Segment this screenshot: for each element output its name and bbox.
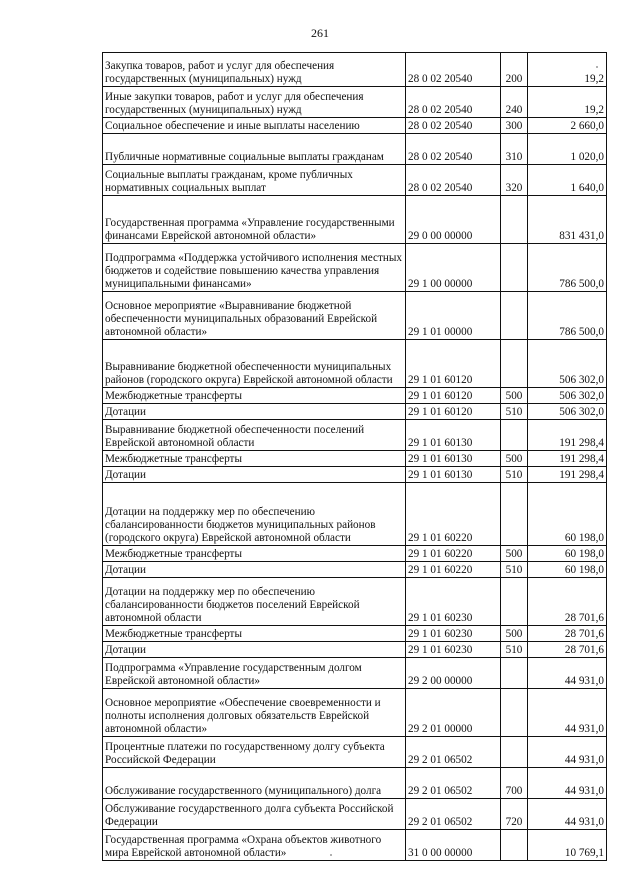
row-code-cell: 29 1 00 00000 [406,244,501,292]
row-name-cell: Межбюджетные трансферты [103,451,406,467]
row-code-cell: 29 2 00 00000 [406,658,501,689]
table-row [103,658,607,689]
row-expense-type-cell: 310 [501,134,528,165]
row-name-cell: Государственная программа «Охрана объектов животного мира Еврейской автономной области» [103,830,406,861]
table-row [103,388,607,404]
row-code-cell: 29 1 01 60220 [406,483,501,546]
row-code-cell: 29 2 01 06502 [406,737,501,768]
table-row [103,451,607,467]
row-name-cell: Основное мероприятие «Обеспечение своевременности и полноты исполнения долговых обязательств Еврейской автономной области» [103,689,406,737]
row-amount-cell: 60 198,0 [528,562,607,578]
row-name-cell: Дотации [103,467,406,483]
row-expense-type-cell: 320 [501,165,528,196]
row-code-cell: 29 1 01 60130 [406,467,501,483]
table-row [103,87,607,118]
row-expense-type-cell: 510 [501,562,528,578]
row-code-cell: 29 0 00 00000 [406,196,501,244]
row-name-cell: Дотации [103,404,406,420]
row-expense-type-cell [501,292,528,340]
row-amount-cell: 2 660,0 [528,118,607,134]
row-amount-cell: 44 931,0 [528,799,607,830]
row-name-cell: Дотации на поддержку мер по обеспечению сбалансированности бюджетов поселений Еврейской автономной области [103,578,406,626]
row-amount-cell: 506 302,0 [528,404,607,420]
row-name-cell: Закупка товаров, работ и услуг для обеспечения государственных (муниципальных) нужд [103,53,406,87]
table-row [103,578,607,626]
table-row [103,799,607,830]
row-code-cell: 29 1 01 60220 [406,562,501,578]
row-code-cell: 29 1 01 60120 [406,388,501,404]
row-code-cell: 29 1 01 60120 [406,404,501,420]
row-expense-type-cell: 240 [501,87,528,118]
row-name-cell: Межбюджетные трансферты [103,388,406,404]
table-row [103,626,607,642]
row-name-cell: Межбюджетные трансферты [103,626,406,642]
table-row [103,244,607,292]
table-row [103,420,607,451]
row-expense-type-cell [501,244,528,292]
table-row [103,292,607,340]
row-name-cell: Выравнивание бюджетной обеспеченности муниципальных районов (городского округа) Еврейской автономной области [103,340,406,388]
row-amount-cell: 19,2 [528,53,607,87]
row-expense-type-cell [501,689,528,737]
row-name-cell: Государственная программа «Управление государственными финансами Еврейской автономной области» [103,196,406,244]
row-name-cell: Дотации [103,562,406,578]
row-expense-type-cell [501,578,528,626]
row-name-cell: Иные закупки товаров, работ и услуг для обеспечения государственных (муниципальных) нужд [103,87,406,118]
scan-speck [330,854,332,856]
row-amount-cell: 28 701,6 [528,626,607,642]
row-expense-type-cell [501,737,528,768]
row-amount-cell: 60 198,0 [528,546,607,562]
row-code-cell: 29 1 01 60130 [406,420,501,451]
row-amount-cell: 786 500,0 [528,244,607,292]
row-name-cell: Обслуживание государственного долга субъекта Российской Федерации [103,799,406,830]
row-code-cell: 28 0 02 20540 [406,165,501,196]
row-expense-type-cell: 510 [501,404,528,420]
row-name-cell: Процентные платежи по государственному долгу субъекта Российской Федерации [103,737,406,768]
row-expense-type-cell: 300 [501,118,528,134]
row-expense-type-cell [501,830,528,861]
table-row [103,134,607,165]
row-amount-cell: 19,2 [528,87,607,118]
row-code-cell: 29 1 01 60230 [406,642,501,658]
row-amount-cell: 1 640,0 [528,165,607,196]
row-expense-type-cell [501,340,528,388]
row-expense-type-cell [501,483,528,546]
row-amount-cell: 44 931,0 [528,737,607,768]
row-code-cell: 29 1 01 60120 [406,340,501,388]
row-code-cell: 28 0 02 20540 [406,87,501,118]
row-name-cell: Обслуживание государственного (муниципального) долга [103,768,406,799]
table-row [103,689,607,737]
row-name-cell: Основное мероприятие «Выравнивание бюджетной обеспеченности муниципальных образований Еврейской автономной области» [103,292,406,340]
row-name-cell: Социальные выплаты гражданам, кроме публичных нормативных социальных выплат [103,165,406,196]
table-row [103,340,607,388]
row-name-cell: Дотации на поддержку мер по обеспечению сбалансированности бюджетов муниципальных районов (городского округа) Еврейской автономной области [103,483,406,546]
row-code-cell: 29 2 01 06502 [406,799,501,830]
row-amount-cell: 44 931,0 [528,689,607,737]
row-amount-cell: 60 198,0 [528,483,607,546]
row-amount-cell: 831 431,0 [528,196,607,244]
row-name-cell: Межбюджетные трансферты [103,546,406,562]
row-name-cell: Подпрограмма «Поддержка устойчивого исполнения местных бюджетов и содействие повышению качества управления муниципальными финансами» [103,244,406,292]
page-number: 261 [311,26,329,40]
row-code-cell: 28 0 02 20540 [406,53,501,87]
row-expense-type-cell: 500 [501,546,528,562]
row-code-cell: 29 2 01 06502 [406,768,501,799]
row-name-cell: Публичные нормативные социальные выплаты гражданам [103,134,406,165]
row-amount-cell: 191 298,4 [528,420,607,451]
row-expense-type-cell: 500 [501,451,528,467]
row-amount-cell: 1 020,0 [528,134,607,165]
budget-table-body [103,53,607,861]
row-expense-type-cell [501,420,528,451]
table-row [103,546,607,562]
row-expense-type-cell: 500 [501,388,528,404]
table-row [103,737,607,768]
table-row [103,830,607,861]
row-expense-type-cell: 500 [501,626,528,642]
row-amount-cell: 506 302,0 [528,340,607,388]
table-row [103,118,607,134]
row-amount-cell: 191 298,4 [528,467,607,483]
row-code-cell: 31 0 00 00000 [406,830,501,861]
row-code-cell: 28 0 02 20540 [406,118,501,134]
row-code-cell: 29 1 01 60220 [406,546,501,562]
row-amount-cell: 506 302,0 [528,388,607,404]
row-code-cell: 29 1 01 60130 [406,451,501,467]
table-row [103,768,607,799]
row-amount-cell: 28 701,6 [528,578,607,626]
row-amount-cell: 786 500,0 [528,292,607,340]
row-amount-cell: 10 769,1 [528,830,607,861]
row-expense-type-cell: 510 [501,467,528,483]
table-row [103,196,607,244]
table-row [103,53,607,87]
budget-table [102,52,607,861]
row-expense-type-cell: 200 [501,53,528,87]
row-name-cell: Выравнивание бюджетной обеспеченности поселений Еврейской автономной области [103,420,406,451]
row-name-cell: Подпрограмма «Управление государственным долгом Еврейской автономной области» [103,658,406,689]
row-code-cell: 29 1 01 60230 [406,578,501,626]
row-amount-cell: 44 931,0 [528,768,607,799]
row-code-cell: 29 2 01 00000 [406,689,501,737]
table-row [103,404,607,420]
table-row [103,165,607,196]
scan-speck [596,66,598,68]
table-row [103,483,607,546]
row-code-cell: 28 0 02 20540 [406,134,501,165]
row-amount-cell: 191 298,4 [528,451,607,467]
row-expense-type-cell: 720 [501,799,528,830]
row-amount-cell: 44 931,0 [528,658,607,689]
row-name-cell: Дотации [103,642,406,658]
table-row [103,467,607,483]
row-code-cell: 29 1 01 60230 [406,626,501,642]
row-expense-type-cell: 700 [501,768,528,799]
row-amount-cell: 28 701,6 [528,642,607,658]
row-expense-type-cell [501,196,528,244]
row-expense-type-cell [501,658,528,689]
row-name-cell: Социальное обеспечение и иные выплаты населению [103,118,406,134]
row-expense-type-cell: 510 [501,642,528,658]
row-code-cell: 29 1 01 00000 [406,292,501,340]
table-row [103,562,607,578]
table-row [103,642,607,658]
